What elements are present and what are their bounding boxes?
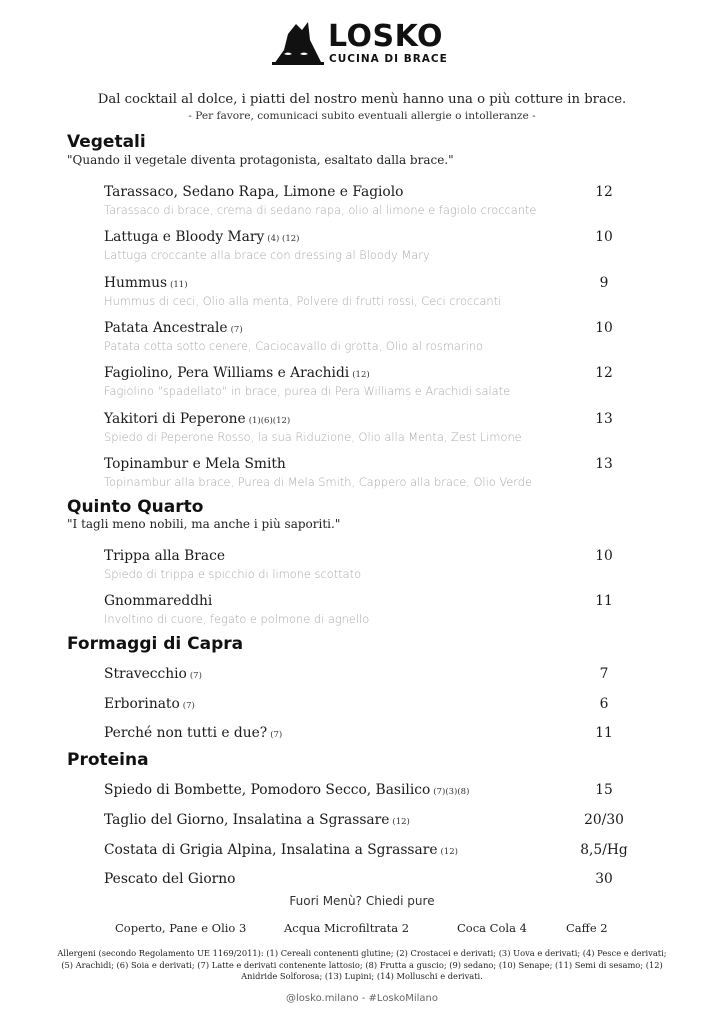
item-allergens: (12) xyxy=(352,370,370,380)
item-description: Patata cotta sotto cenere, Caciocavallo di grotta, Olio al rosmarino xyxy=(104,339,483,353)
menu-item xyxy=(104,781,664,801)
section-subtitle-vegetali: "Quando il vegetale diventa protagonista, esaltato dalla brace." xyxy=(67,153,454,167)
section-title-proteina: Proteina xyxy=(67,750,149,770)
hooded-figure-icon xyxy=(272,20,324,66)
item-price: 9 xyxy=(599,275,609,291)
intro-line: Dal cocktail al dolce, i piatti del nostro menù hanno una o più cotture in brace. xyxy=(97,92,627,107)
item-name: Taglio del Giorno, Insalatina a Sgrassare xyxy=(104,812,390,828)
item-price: 6 xyxy=(599,696,609,712)
extra-coperto: Coperto, Pane e Olio 3 xyxy=(115,921,247,935)
item-price: 10 xyxy=(595,548,613,564)
item-allergens: (7) xyxy=(230,325,243,335)
menu-item xyxy=(104,455,664,490)
item-description: Involtino di cuore, fegato e polmone di agnello xyxy=(104,612,370,626)
item-allergens: (7) xyxy=(270,730,283,740)
item-description: Lattuga croccante alla brace con dressing al Bloody Mary xyxy=(104,248,430,262)
item-allergens: (7)(3)(8) xyxy=(433,787,470,797)
menu-item xyxy=(104,228,664,263)
item-name: Hummus xyxy=(104,275,168,291)
item-name: Lattuga e Bloody Mary xyxy=(104,229,265,245)
item-name: Patata Ancestrale xyxy=(104,320,228,336)
item-price: 10 xyxy=(595,229,613,245)
item-allergens: (12) xyxy=(440,847,458,857)
item-price: 13 xyxy=(595,411,613,427)
item-description: Spiedo di trippa e spicchio di limone scottato xyxy=(104,567,362,581)
item-price: 8,5/Hg xyxy=(580,842,628,858)
item-name: Trippa alla Brace xyxy=(104,548,225,564)
menu-item xyxy=(104,592,664,627)
item-price: 12 xyxy=(595,184,613,200)
brand-tagline: CUCINA DI BRACE xyxy=(329,53,448,65)
off-menu-note: Fuori Menù? Chiedi pure xyxy=(289,894,435,908)
item-name: Tarassaco, Sedano Rapa, Limone e Fagiolo xyxy=(104,184,404,200)
menu-item xyxy=(104,870,664,890)
brand-name: LOSKO xyxy=(328,19,444,54)
item-price: 30 xyxy=(595,871,613,887)
item-allergens: (4) (12) xyxy=(267,234,300,244)
menu-item xyxy=(104,665,664,685)
item-description: Spiedo di Peperone Rosso, la sua Riduzione, Olio alla Menta, Zest Limone xyxy=(104,430,522,444)
item-price: 15 xyxy=(595,782,613,798)
extra-coca-cola: Coca Cola 4 xyxy=(457,921,527,935)
item-price: 12 xyxy=(595,365,613,381)
item-allergens: (7) xyxy=(189,671,202,681)
item-allergens: (12) xyxy=(392,817,410,827)
section-title-formaggi: Formaggi di Capra xyxy=(67,634,244,654)
item-price: 11 xyxy=(595,725,613,741)
menu-item xyxy=(104,811,664,831)
brand-logo xyxy=(272,20,452,66)
item-name: Yakitori di Peperone xyxy=(104,411,246,427)
allergy-notice: - Per favore, comunicaci subito eventuali allergie o intolleranze - xyxy=(188,110,536,122)
menu-item xyxy=(104,319,664,354)
extra-caffe: Caffe 2 xyxy=(566,921,608,935)
item-price: 20/30 xyxy=(584,812,624,828)
item-name: Erborinato xyxy=(104,696,180,712)
item-name: Gnommareddhi xyxy=(104,593,213,609)
item-name: Spiedo di Bombette, Pomodoro Secco, Basilico xyxy=(104,782,431,798)
menu-item xyxy=(104,547,664,582)
menu-item xyxy=(104,274,664,309)
item-name: Costata di Grigia Alpina, Insalatina a Sgrassare xyxy=(104,842,438,858)
item-description: Fagiolino "spadellato" in brace, purea di Pera Williams e Arachidi salate xyxy=(104,384,511,398)
social-handle: @losko.milano - #LoskoMilano xyxy=(286,993,438,1004)
menu-item xyxy=(104,364,664,399)
item-name: Fagiolino, Pera Williams e Arachidi xyxy=(104,365,350,381)
section-title-quinto-quarto: Quinto Quarto xyxy=(67,497,204,517)
menu-item xyxy=(104,183,664,218)
item-allergens: (11) xyxy=(170,280,188,290)
menu-item xyxy=(104,724,664,744)
section-subtitle-quinto-quarto: "I tagli meno nobili, ma anche i più saporiti." xyxy=(67,517,341,531)
menu-item xyxy=(104,841,664,861)
item-name: Stravecchio xyxy=(104,666,187,682)
item-description: Hummus di ceci, Olio alla menta, Polvere di frutti rossi, Ceci croccanti xyxy=(104,294,502,308)
item-name: Topinambur e Mela Smith xyxy=(104,456,286,472)
menu-item xyxy=(104,695,664,715)
item-name: Pescato del Giorno xyxy=(104,871,236,887)
item-name: Perché non tutti e due? xyxy=(104,725,268,741)
allergen-legend: Allergeni (secondo Regolamento UE 1169/2011): (1) Cereali contenenti glutine; (2) Crostacei e derivati; (3) Uova e derivati; (4) Pesce e derivati; (5) Arachidi; (6) Soia e derivati; (7) Latte e derivati contenente lattosio; (8) Frutta a guscio; (9) sedano; (10) Senape; (11) Semi di sesamo; (12) Anidride Solforosa; (13) Lupini; (14) Molluschi e derivati. xyxy=(57,948,667,981)
item-price: 10 xyxy=(595,320,613,336)
item-allergens: (7) xyxy=(182,701,195,711)
menu-item xyxy=(104,410,664,445)
item-description: Tarassaco di brace, crema di sedano rapa, olio al limone e fagiolo croccante xyxy=(104,203,537,217)
item-price: 7 xyxy=(599,666,609,682)
section-title-vegetali: Vegetali xyxy=(67,132,146,152)
extra-acqua: Acqua Microfiltrata 2 xyxy=(284,921,410,935)
item-description: Topinambur alla brace, Purea di Mela Smith, Cappero alla brace, Olio Verde xyxy=(104,475,532,489)
item-price: 11 xyxy=(595,593,613,609)
item-price: 13 xyxy=(595,456,613,472)
item-allergens: (1)(6)(12) xyxy=(248,416,291,426)
